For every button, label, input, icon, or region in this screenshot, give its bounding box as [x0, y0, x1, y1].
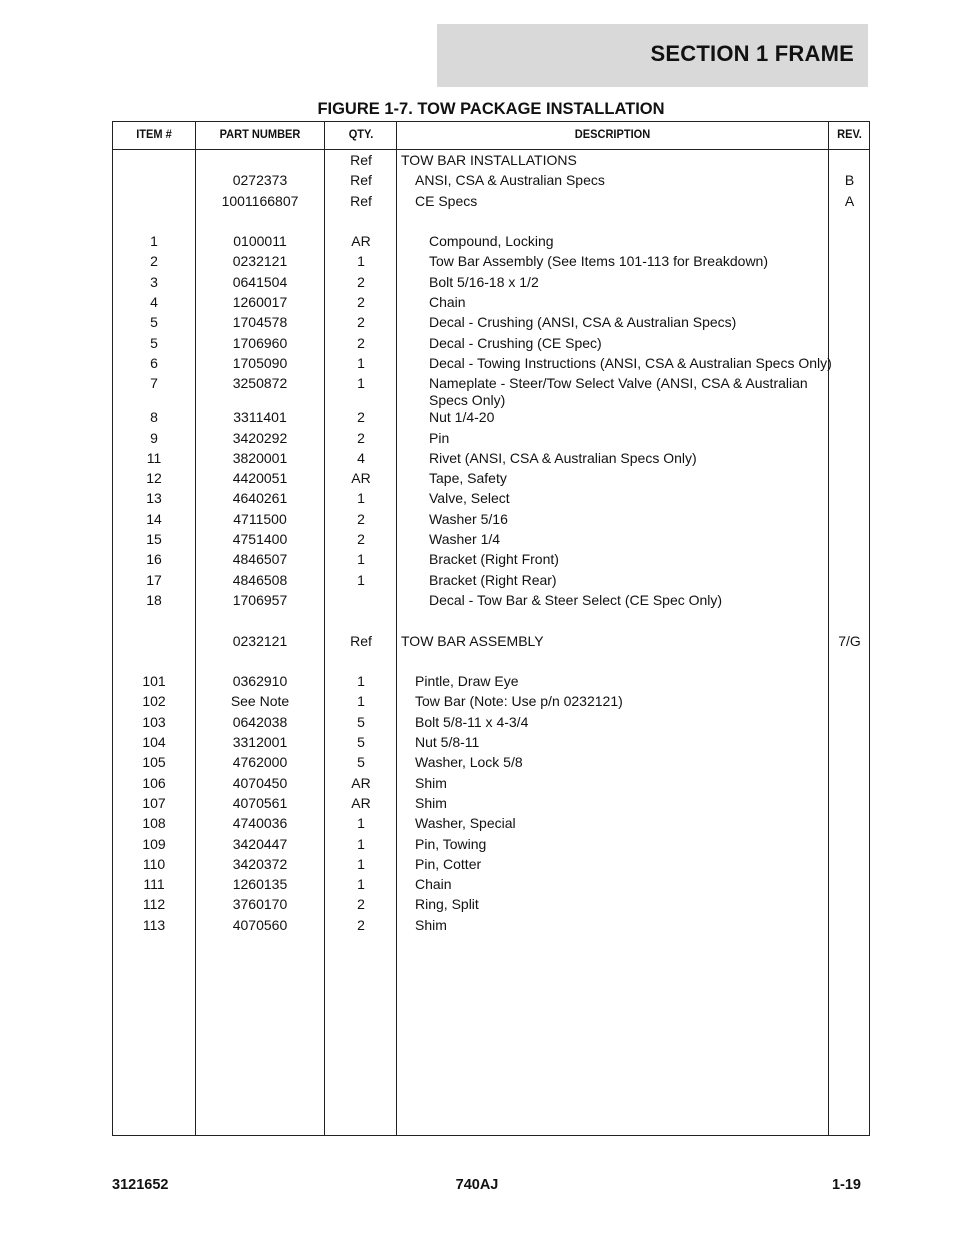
description-cell: Nut 5/8-11: [415, 734, 480, 751]
description-cell: TOW BAR ASSEMBLY: [401, 632, 544, 649]
table-row: [113, 673, 869, 693]
table-row: [113, 876, 869, 896]
table-row: [113, 714, 869, 734]
qty-cell: 2: [357, 409, 365, 426]
qty-cell: AR: [351, 470, 371, 487]
part-number-cell: 1705090: [232, 354, 288, 371]
item-cell: 3: [150, 273, 158, 290]
item-cell: 113: [142, 916, 166, 933]
description-cell: Bolt 5/8-11 x 4-3/4: [415, 713, 529, 730]
header-item: ITEM #: [136, 127, 172, 141]
item-cell: 103: [142, 713, 166, 730]
description-cell: Tow Bar (Note: Use p/n 0232121): [415, 693, 623, 710]
table-row: [113, 531, 869, 551]
header-qty: QTY.: [348, 127, 374, 141]
qty-cell: AR: [351, 774, 371, 791]
part-number-cell: 3250872: [232, 375, 288, 392]
table-row: [113, 511, 869, 531]
item-cell: 16: [146, 551, 162, 568]
description-cell: Pin, Towing: [415, 835, 487, 852]
item-cell: 15: [146, 531, 162, 548]
table-row: [113, 896, 869, 916]
item-cell: 105: [142, 754, 166, 771]
table-row: [113, 795, 869, 815]
part-number-cell: 1706960: [232, 334, 288, 351]
part-number-cell: See Note: [230, 693, 290, 710]
description-cell: Pintle, Draw Eye: [415, 673, 519, 690]
table-row: [113, 815, 869, 835]
description-cell: Bolt 5/16-18 x 1/2: [429, 273, 539, 290]
part-number-cell: 0272373: [232, 172, 288, 189]
part-number-cell: 4740036: [232, 815, 288, 832]
description-cell: Chain: [429, 294, 466, 311]
footer-page-number: 1-19: [831, 1177, 861, 1193]
table-row: [113, 490, 869, 510]
header-rev: REV.: [837, 127, 862, 141]
table-row: [113, 253, 869, 273]
description-cell: ANSI, CSA & Australian Specs: [415, 172, 605, 189]
part-number-cell: 0641504: [232, 273, 288, 290]
qty-cell: 5: [357, 734, 365, 751]
item-cell: 14: [146, 510, 162, 527]
description-cell: Washer, Lock 5/8: [415, 754, 523, 771]
part-number-cell: 4846508: [232, 571, 288, 588]
section-title: SECTION 1 FRAME: [650, 41, 854, 66]
item-cell: 6: [150, 354, 158, 371]
table-row: [113, 430, 869, 450]
item-cell: 101: [142, 673, 166, 690]
description-cell: Shim: [415, 774, 447, 791]
qty-cell: 2: [357, 334, 365, 351]
qty-cell: 2: [357, 916, 365, 933]
qty-cell: 2: [357, 294, 365, 311]
qty-cell: 1: [357, 571, 365, 588]
description-cell: Tow Bar Assembly (See Items 101-113 for Breakdown): [429, 253, 769, 270]
qty-cell: 1: [357, 876, 365, 893]
description-cell: TOW BAR INSTALLATIONS: [401, 152, 577, 168]
rev-cell: B: [844, 172, 855, 189]
table-row: [113, 775, 869, 795]
part-number-cell: 0362910: [232, 673, 288, 690]
qty-cell: 1: [357, 855, 365, 872]
description-cell: Ring, Split: [415, 896, 479, 913]
qty-cell: Ref: [350, 172, 372, 189]
table-row: [113, 856, 869, 876]
description-cell: CE Specs: [415, 192, 478, 209]
item-cell: 104: [142, 734, 166, 751]
table-row: [113, 355, 869, 375]
qty-cell: 2: [357, 429, 365, 446]
table-row: [113, 450, 869, 470]
table-row: [113, 470, 869, 490]
part-number-cell: 3311401: [233, 409, 287, 426]
table-spacer-row: [113, 653, 869, 673]
rev-cell: 7/G: [838, 632, 861, 649]
description-cell: Nut 1/4-20: [429, 409, 495, 426]
description-cell: Shim: [415, 916, 447, 933]
qty-cell: 1: [357, 693, 365, 710]
description-cell: Decal - Towing Instructions (ANSI, CSA & Australian Specs Only): [429, 354, 832, 371]
table-row: [113, 375, 869, 409]
rev-cell: A: [844, 192, 855, 209]
qty-cell: 1: [357, 375, 365, 392]
qty-cell: 4: [357, 449, 365, 466]
part-number-cell: 4711500: [233, 510, 287, 527]
table-row: [113, 233, 869, 253]
table-row: [113, 193, 869, 213]
table-row: [113, 152, 869, 172]
part-number-cell: 4762000: [232, 754, 288, 771]
part-number-cell: 3420292: [232, 429, 288, 446]
qty-cell: Ref: [350, 632, 372, 649]
item-cell: 11: [146, 449, 162, 466]
item-cell: 2: [150, 253, 158, 270]
qty-cell: 1: [357, 253, 365, 270]
table-row: [113, 172, 869, 192]
description-cell: Decal - Crushing (ANSI, CSA & Australian Specs): [429, 314, 737, 331]
item-cell: 1: [150, 233, 158, 250]
table-row: [113, 592, 869, 612]
qty-cell: 1: [357, 490, 365, 507]
table-row: [113, 335, 869, 355]
item-cell: 106: [142, 774, 166, 791]
table-row: [113, 734, 869, 754]
part-number-cell: 3420372: [232, 855, 288, 872]
description-cell: Shim: [415, 794, 447, 811]
parts-table: [112, 121, 870, 1136]
qty-cell: 2: [357, 896, 365, 913]
qty-cell: 1: [357, 815, 365, 832]
item-cell: 12: [146, 470, 162, 487]
part-number-cell: 1260017: [232, 294, 288, 311]
description-cell: Washer 5/16: [429, 510, 508, 527]
part-number-cell: 4640261: [232, 490, 288, 507]
description-cell: Rivet (ANSI, CSA & Australian Specs Only): [429, 449, 697, 466]
item-cell: 18: [146, 591, 162, 608]
qty-cell: 2: [357, 314, 365, 331]
item-cell: 110: [142, 855, 166, 872]
description-cell: Pin: [429, 429, 450, 446]
part-number-cell: 3820001: [232, 449, 288, 466]
qty-cell: 5: [357, 713, 365, 730]
item-cell: 8: [150, 409, 158, 426]
table-row: [113, 294, 869, 314]
qty-cell: 1: [357, 673, 365, 690]
part-number-cell: 1704578: [232, 314, 288, 331]
part-number-cell: 4751400: [232, 531, 288, 548]
description-cell: Valve, Select: [429, 490, 510, 507]
part-number-cell: 4070450: [232, 774, 288, 791]
table-row: [113, 409, 869, 429]
table-spacer-row: [113, 612, 869, 632]
table-row: [113, 836, 869, 856]
part-number-cell: 1260135: [232, 876, 288, 893]
table-spacer-row: [113, 213, 869, 233]
item-cell: 108: [142, 815, 166, 832]
description-cell: Tape, Safety: [429, 470, 507, 487]
item-cell: 107: [142, 794, 166, 811]
header-description: DESCRIPTION: [574, 127, 651, 141]
footer-model: 740AJ: [455, 1177, 499, 1193]
table-row: [113, 754, 869, 774]
part-number-cell: 4846507: [232, 551, 288, 568]
part-number-cell: 0232121: [232, 253, 288, 270]
part-number-cell: 3312001: [232, 734, 288, 751]
header-divider: [113, 149, 869, 150]
qty-cell: 5: [357, 754, 365, 771]
table-row: [113, 572, 869, 592]
description-cell: Compound, Locking: [429, 233, 554, 250]
description-cell: Washer, Special: [415, 815, 516, 832]
footer-publication-number: 3121652: [112, 1177, 169, 1193]
table-row: [113, 693, 869, 713]
item-cell: 5: [150, 334, 158, 351]
item-cell: 5: [150, 314, 158, 331]
qty-cell: AR: [351, 233, 371, 250]
item-cell: 111: [143, 876, 165, 893]
figure-title: FIGURE 1-7. TOW PACKAGE INSTALLATION: [317, 100, 665, 118]
qty-cell: Ref: [350, 152, 372, 168]
description-cell: Bracket (Right Front): [429, 551, 559, 568]
table-row: [113, 917, 869, 937]
description-cell: Washer 1/4: [429, 531, 501, 548]
item-cell: 7: [150, 375, 158, 392]
part-number-cell: 0642038: [232, 713, 288, 730]
item-cell: 112: [142, 896, 166, 913]
part-number-cell: 0100011: [233, 233, 287, 250]
qty-cell: 1: [357, 354, 365, 371]
qty-cell: 2: [357, 531, 365, 548]
part-number-cell: 3420447: [232, 835, 288, 852]
item-cell: 102: [142, 693, 166, 710]
section-banner: [437, 24, 868, 87]
qty-cell: 2: [357, 273, 365, 290]
item-cell: 9: [150, 429, 158, 446]
table-row: [113, 551, 869, 571]
qty-cell: AR: [351, 794, 371, 811]
header-part-number: PART NUMBER: [219, 127, 301, 141]
part-number-cell: 1706957: [232, 591, 288, 608]
part-number-cell: 1001166807: [221, 192, 299, 209]
item-cell: 17: [146, 571, 162, 588]
part-number-cell: 4420051: [232, 470, 288, 487]
item-cell: 109: [142, 835, 166, 852]
description-cell: Decal - Tow Bar & Steer Select (CE Spec Only): [429, 591, 723, 608]
qty-cell: 1: [357, 551, 365, 568]
part-number-cell: 0232121: [232, 632, 288, 649]
description-cell: Bracket (Right Rear): [429, 571, 557, 588]
qty-cell: 2: [357, 510, 365, 527]
description-cell: Pin, Cotter: [415, 855, 482, 872]
table-body: [113, 152, 869, 937]
table-row: [113, 274, 869, 294]
part-number-cell: 4070561: [232, 794, 288, 811]
item-cell: 13: [146, 490, 162, 507]
table-row: [113, 633, 869, 653]
description-cell: Decal - Crushing (CE Spec): [429, 334, 602, 351]
part-number-cell: 4070560: [232, 916, 288, 933]
item-cell: 4: [150, 294, 158, 311]
qty-cell: 1: [357, 835, 365, 852]
description-cell: Nameplate - Steer/Tow Select Valve (ANSI, CSA & Australian Specs Only): [429, 375, 808, 409]
part-number-cell: 3760170: [232, 896, 288, 913]
qty-cell: Ref: [350, 192, 372, 209]
table-row: [113, 314, 869, 334]
description-cell: Chain: [415, 876, 452, 893]
